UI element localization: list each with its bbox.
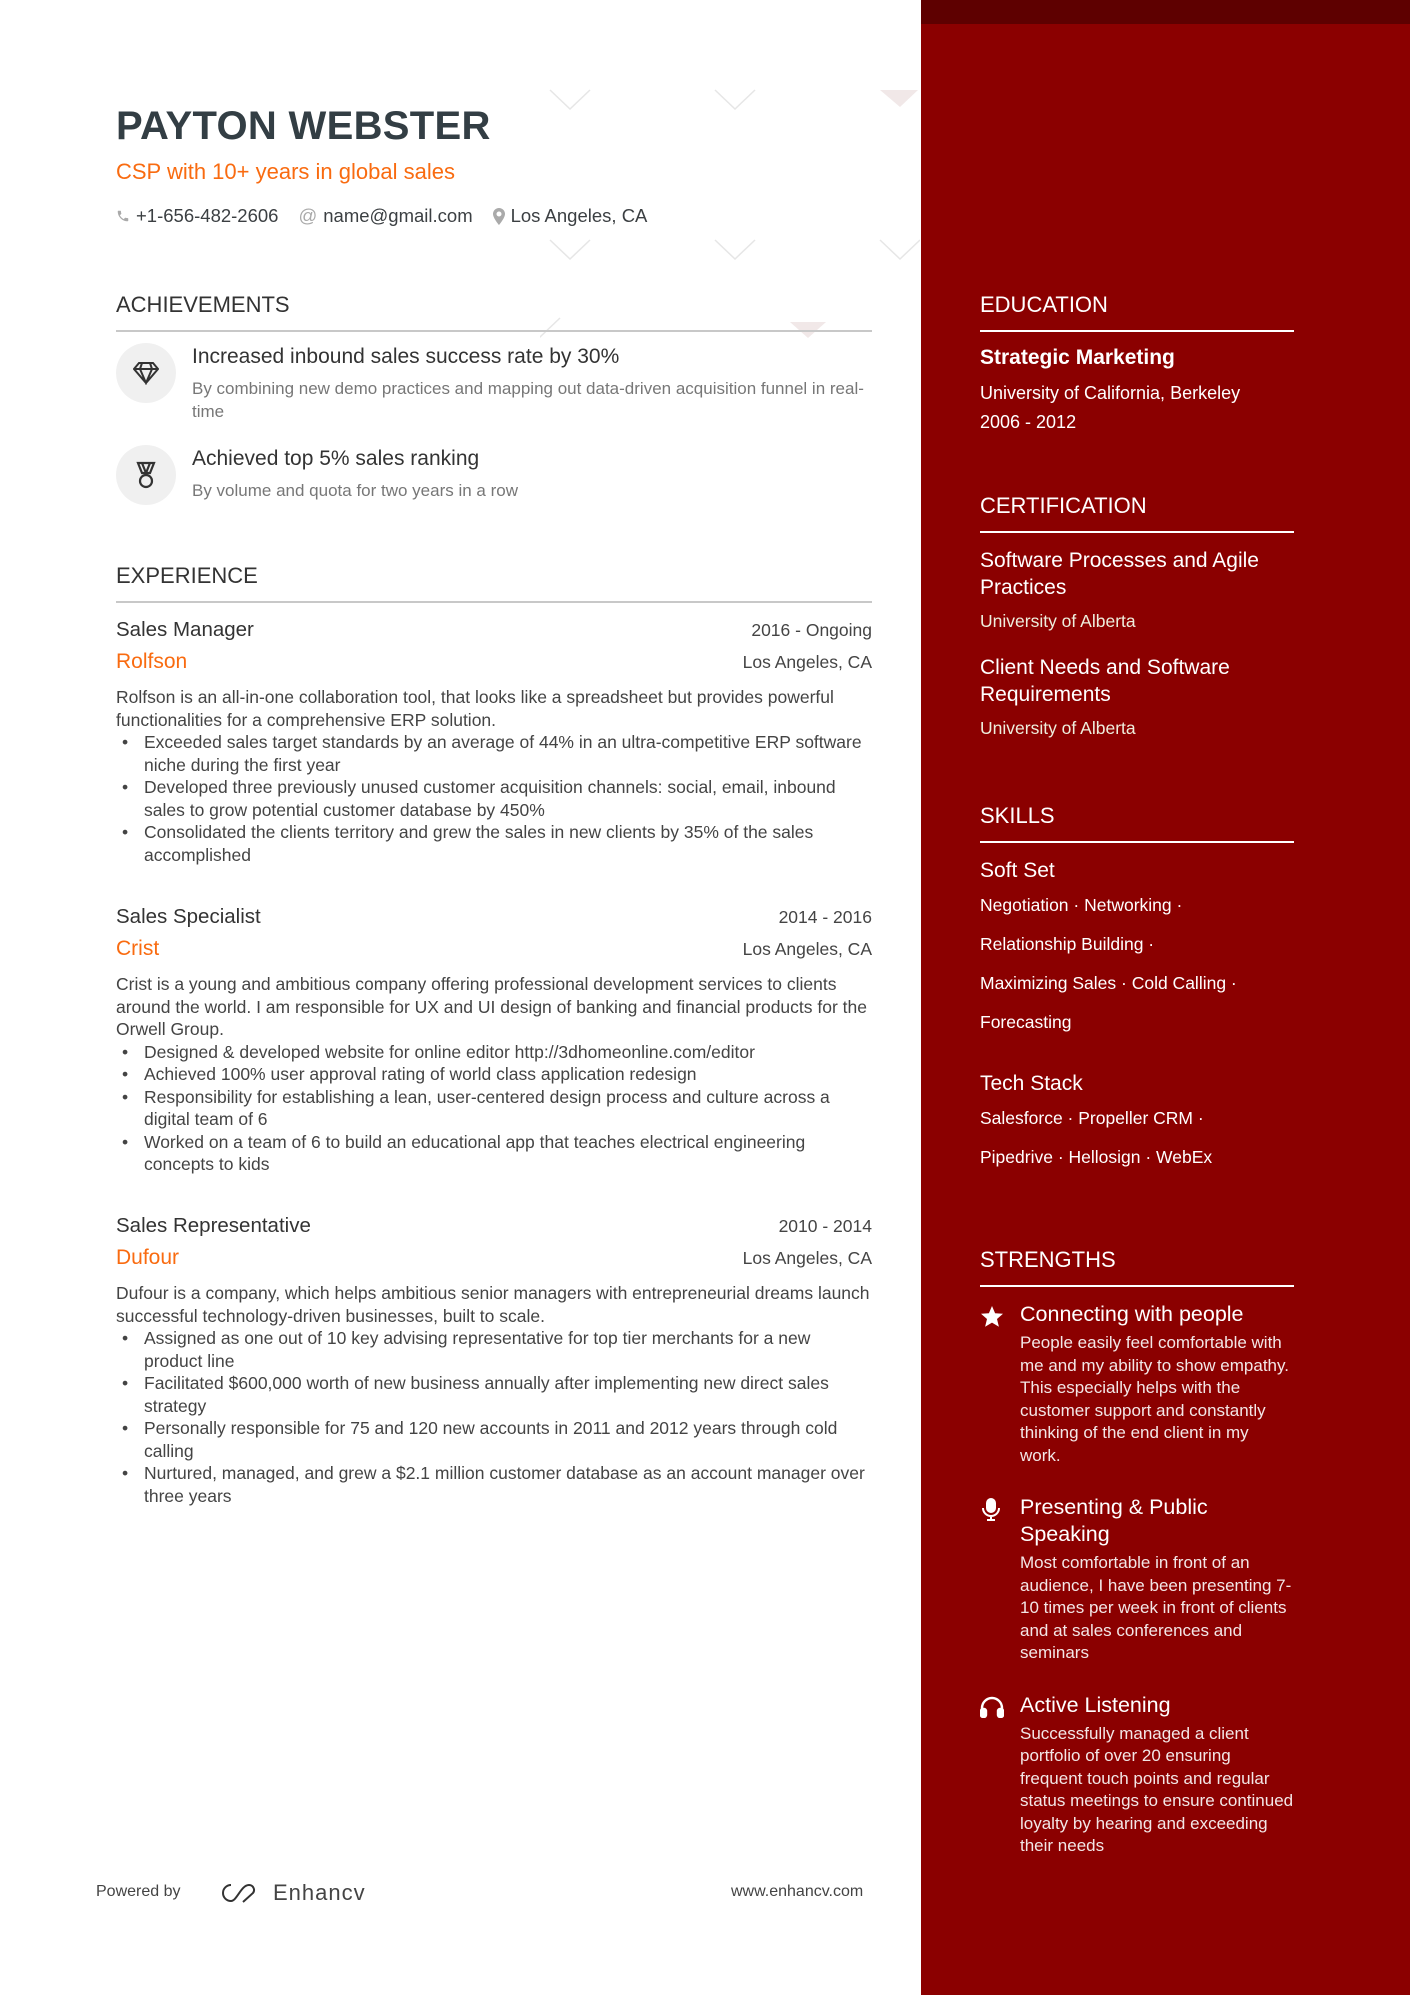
job-bullet: • Assigned as one out of 10 key advising representative for top tier merchants for a new product line [116, 1327, 872, 1372]
skills-group-title: Soft Set [980, 859, 1055, 882]
certification-heading: CERTIFICATION [980, 493, 1294, 533]
sidebar-top-band [921, 0, 1410, 24]
strengths-section [980, 1247, 1294, 1858]
certification-issuer: University of Alberta [980, 718, 1136, 738]
achievement-description: By combining new demo practices and mapping out data-driven acquisition funnel in real-time [192, 379, 864, 421]
job-bullet: • Worked on a team of 6 to build an educational app that teaches electrical engineering concepts to kids [116, 1131, 872, 1176]
job-location: Los Angeles, CA [742, 939, 872, 959]
job-bullet: • Consolidated the clients territory and grew the sales in new clients by 35% of the sales accomplished [116, 821, 872, 866]
job-bullet: • Responsibility for establishing a lean, user-centered design process and culture across a digital team of 6 [116, 1086, 872, 1131]
job-bullet: • Exceeded sales target standards by an average of 44% in an ultra-competitive ERP software niche during the first year [116, 731, 872, 776]
skills-line: Relationship Building · [980, 934, 1155, 954]
job-description: Dufour is a company, which helps ambitious senior managers with entrepreneurial dreams launch successful technology-driven businesses, built to scale. [116, 1283, 870, 1326]
job-bullets [116, 1327, 872, 1507]
skills-section [980, 803, 1294, 1177]
at-icon: @ [298, 205, 318, 226]
job-bullets [116, 731, 872, 866]
enhancv-brand: Enhancv [273, 1880, 366, 1905]
skills-line: Salesforce · Propeller CRM · [980, 1108, 1204, 1128]
skills-heading: SKILLS [980, 803, 1294, 843]
enhancv-logo[interactable] [215, 1880, 366, 1906]
achievement-item [116, 445, 872, 505]
skills-line: Maximizing Sales · Cold Calling · [980, 973, 1237, 993]
strength-item [980, 1494, 1294, 1665]
experience-heading: EXPERIENCE [116, 563, 872, 603]
job-location: Los Angeles, CA [742, 1248, 872, 1268]
powered-by-label: Powered by [96, 1883, 181, 1900]
job-bullet: • Personally responsible for 75 and 120 new accounts in 2011 and 2012 years through cold calling [116, 1417, 872, 1462]
strength-description: Most comfortable in front of an audience, I have been presenting 7-10 times per week in front of clients and at sales conferences and seminars [1020, 1553, 1292, 1662]
job-description: Crist is a young and ambitious company offering professional development services to clients around the world. I am responsible for UX and UI design of banking and financial products for the Orwell Group. [116, 974, 867, 1039]
job-bullets [116, 1041, 872, 1176]
job-role: Sales Representative [116, 1214, 311, 1237]
job-bullet: • Designed & developed website for online editor http://3dhomeonline.com/editor [116, 1041, 872, 1064]
job-bullet: • Achieved 100% user approval rating of world class application redesign [116, 1063, 872, 1086]
job-bullet: • Nurtured, managed, and grew a $2.1 million customer database as an account manager over three years [116, 1462, 872, 1507]
skills-line: Forecasting [980, 1012, 1072, 1032]
phone-number[interactable]: +1-656-482-2606 [136, 205, 279, 226]
skills-group-title: Tech Stack [980, 1072, 1083, 1095]
headphones-icon [980, 1696, 1004, 1718]
achievements-heading: ACHIEVEMENTS [116, 292, 872, 332]
skills-line: Pipedrive · Hellosign · WebEx [980, 1147, 1213, 1167]
strength-title: Presenting & Public Speaking [1020, 1495, 1208, 1546]
strength-description: Successfully managed a client portfolio of over 20 ensuring frequent touch points and regular status meetings to ensure continued loyalty by hearing and exceeding their needs [1020, 1723, 1294, 1855]
job-bullet: • Developed three previously unused customer acquisition channels: social, email, inbound sales to grow potential customer database by 450% [116, 776, 872, 821]
education-degree: Strategic Marketing [980, 346, 1175, 369]
achievement-title: Increased inbound sales success rate by 30% [192, 345, 620, 368]
location-pin-icon [493, 208, 505, 225]
education-school: University of California, Berkeley [980, 383, 1241, 403]
achievement-item [116, 343, 872, 423]
job-role: Sales Specialist [116, 905, 261, 928]
strengths-heading: STRENGTHS [980, 1247, 1294, 1287]
footer-url[interactable]: www.enhancv.com [731, 1883, 864, 1900]
candidate-name: PAYTON WEBSTER [116, 104, 491, 148]
achievement-title: Achieved top 5% sales ranking [192, 447, 480, 470]
job-location: Los Angeles, CA [742, 652, 872, 672]
job-company: Rolfson [116, 650, 188, 673]
strength-item [980, 1301, 1294, 1467]
diamond-icon [133, 361, 159, 385]
job-dates: 2010 - 2014 [778, 1216, 872, 1236]
job-company: Crist [116, 937, 160, 960]
candidate-headline: CSP with 10+ years in global sales [116, 159, 455, 184]
contact-info [116, 205, 647, 227]
certification-name: Client Needs and Software Requirements [980, 656, 1230, 706]
strength-item [980, 1692, 1294, 1858]
certification-name: Software Processes and Agile Practices [980, 549, 1259, 599]
email-address[interactable]: name@gmail.com [323, 205, 473, 226]
education-section [980, 292, 1294, 434]
location: Los Angeles, CA [510, 205, 648, 226]
certification-issuer: University of Alberta [980, 611, 1136, 631]
achievements-section [116, 292, 872, 505]
education-heading: EDUCATION [980, 292, 1294, 332]
job-company: Dufour [116, 1246, 180, 1269]
strength-title: Active Listening [1020, 1692, 1171, 1717]
enhancv-logo-icon [215, 1881, 263, 1905]
skills-line: Negotiation · Networking · [980, 895, 1183, 915]
achievement-description: By volume and quota for two years in a row [192, 481, 518, 500]
certification-section [980, 493, 1294, 739]
education-years: 2006 - 2012 [980, 412, 1077, 432]
job-description: Rolfson is an all-in-one collaboration tool, that looks like a spreadsheet but provides powerful functionalities for a comprehensive ERP solution. [116, 687, 834, 730]
experience-section [116, 563, 872, 603]
job-dates: 2014 - 2016 [778, 907, 872, 927]
job-entry [116, 905, 872, 1176]
job-bullet: • Facilitated $600,000 worth of new business annually after implementing new direct sales strategy [116, 1372, 872, 1417]
strength-title: Connecting with people [1020, 1302, 1244, 1326]
job-entry [116, 618, 872, 866]
job-entry [116, 1214, 872, 1507]
strength-description: People easily feel comfortable with me and my ability to show empathy. This especially helps with the customer support and constantly thinking of the end client in my work. [1020, 1333, 1289, 1465]
job-dates: 2016 - Ongoing [751, 620, 872, 640]
star-icon [980, 1305, 1004, 1329]
microphone-icon [980, 1498, 1002, 1522]
medal-icon [135, 461, 157, 489]
phone-icon [116, 208, 130, 224]
job-role: Sales Manager [116, 618, 254, 641]
